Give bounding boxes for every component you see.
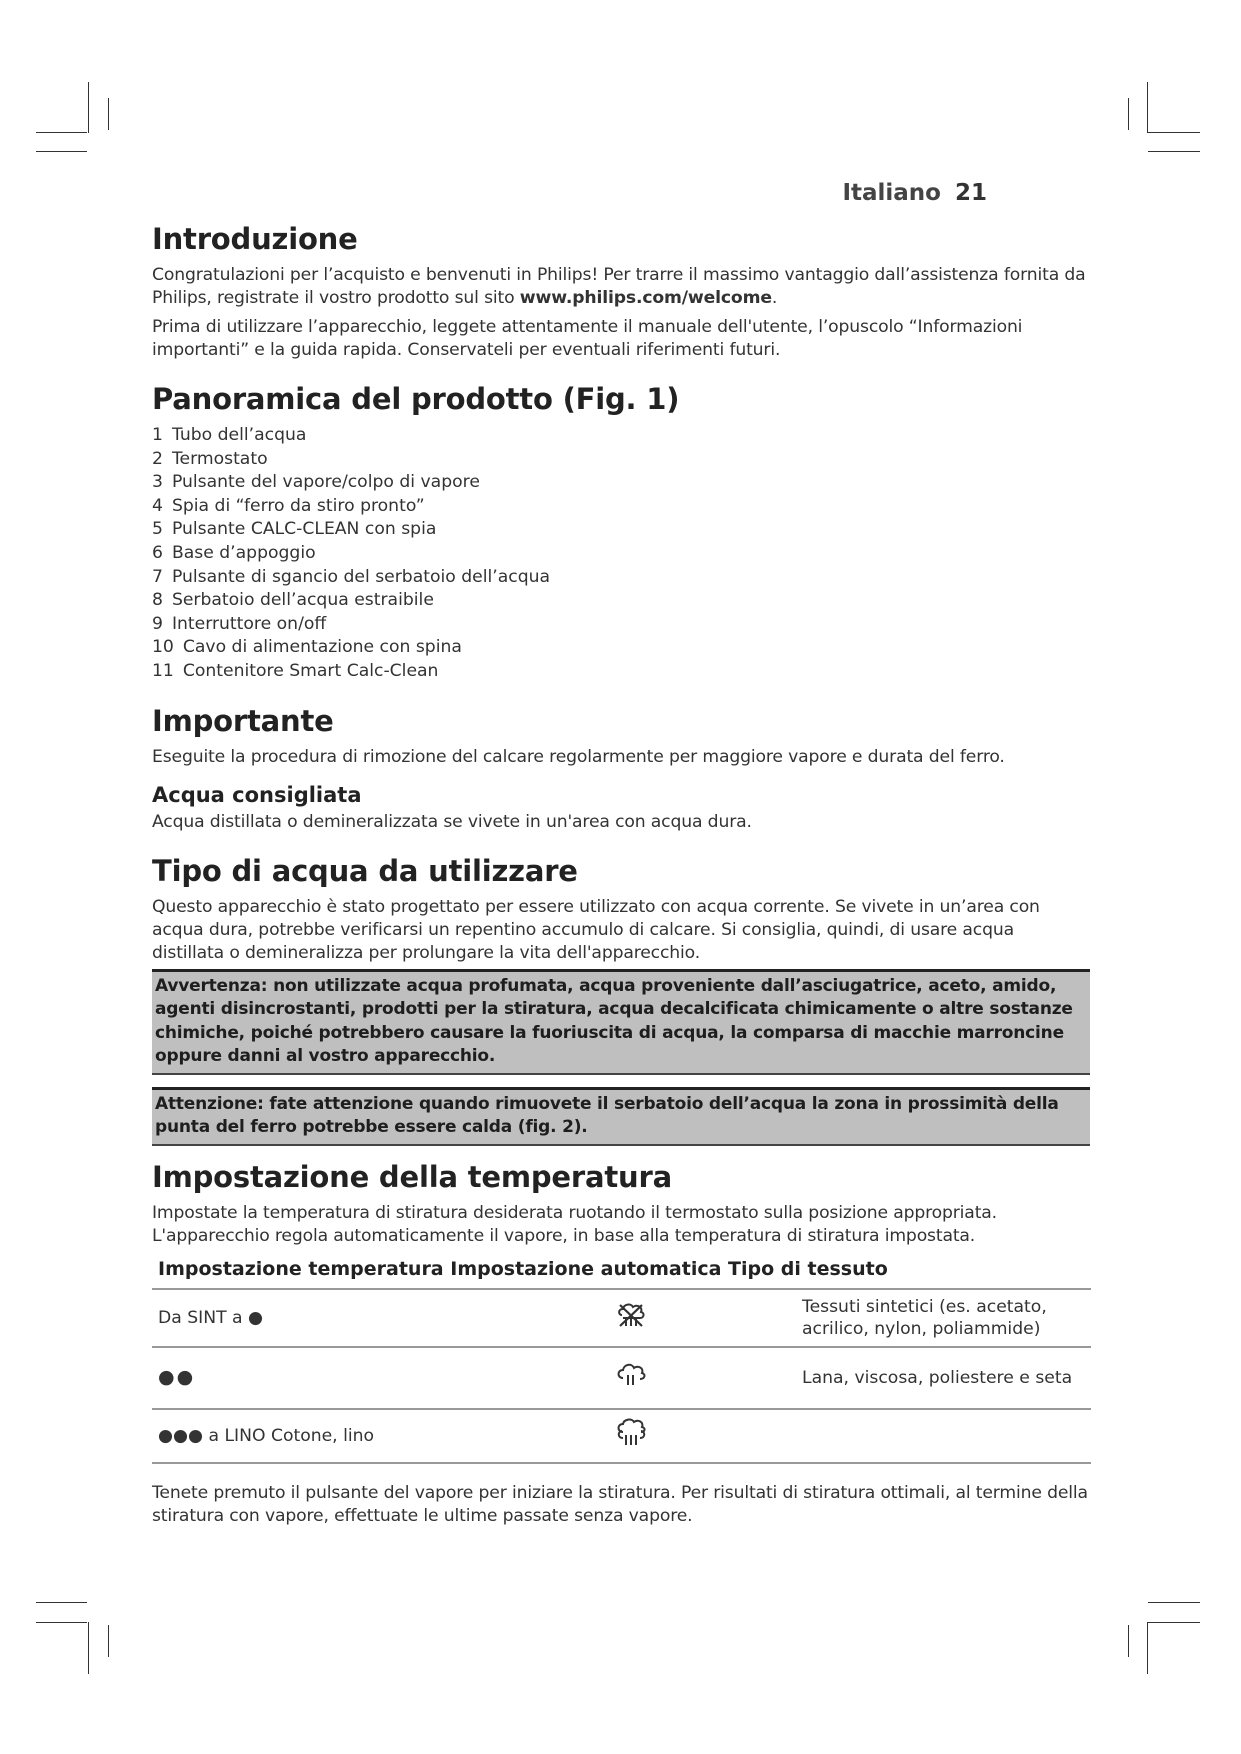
caution-box: Attenzione: fate attenzione quando rimuovete il serbatoio dell’acqua la zona in prossimità della punta del ferro potrebbe essere calda (fig. 2). <box>152 1087 1090 1146</box>
item-number: 5 <box>152 519 163 540</box>
important-text: Eseguite la procedura di rimozione del calcare regolarmente per maggiore vapore e durata del ferro. <box>152 746 1005 767</box>
list-item <box>152 495 1090 519</box>
intro-p1-text: Congratulazioni per l’acquisto e benvenuti in Philips! Per trarre il massimo vantaggio dall’assistenza fornita da Philips, registrate il vostro prodotto sul sito <box>152 265 1086 308</box>
item-label: Interruttore on/off <box>171 613 327 634</box>
water-section <box>152 854 1090 1146</box>
item-label: Cavo di alimentazione con spina <box>182 637 462 658</box>
list-item <box>152 613 1090 637</box>
intro-title: Introduzione <box>152 222 358 256</box>
table-row <box>152 1289 1091 1347</box>
list-item <box>152 542 1090 566</box>
table-row <box>152 1347 1091 1409</box>
item-number: 8 <box>152 590 163 611</box>
temperature-section <box>152 1160 1090 1528</box>
fabric-cell: Lana, viscosa, poliestere e seta <box>796 1347 1091 1409</box>
item-number: 7 <box>152 566 163 587</box>
welcome-link[interactable]: www.philips.com/welcome <box>519 288 772 308</box>
steam-cell <box>608 1289 796 1347</box>
water-text: Questo apparecchio è stato progettato per essere utilizzato con acqua corrente. Se vivete in un’area con acqua dura, potrebbe verificarsi un repentino accumulo di calcare. Si consiglia, quindi, di usare acqua distillata o demineralizza per prolungare la vita dell'apparecchio. <box>152 896 1040 963</box>
warning-box: Avvertenza: non utilizzate acqua profumata, acqua proveniente dall’asciugatrice, aceto, amido, agenti disincrostanti, prodotti per la stiratura, acqua decalcificata chimicamente o altre sostanze chimiche, poiché potrebbero causare la fuoriuscita di acqua, la comparsa di macchie marroncine oppure danni al vostro apparecchio. <box>152 969 1090 1075</box>
item-number: 11 <box>152 660 174 681</box>
content-column <box>152 222 1090 1548</box>
recommended-water-text: Acqua distillata o demineralizzata se vivete in un'area con acqua dura. <box>152 811 752 832</box>
fabric-cell <box>796 1409 1091 1463</box>
overview-list <box>152 424 1090 684</box>
item-label: Base d’appoggio <box>171 542 316 563</box>
item-number: 6 <box>152 542 163 563</box>
page-number: 21 <box>954 180 987 206</box>
list-item <box>152 589 1090 613</box>
temperature-table <box>152 1254 1091 1464</box>
list-item <box>152 471 1090 495</box>
steam-cell <box>608 1347 796 1409</box>
intro-paragraph-2: Prima di utilizzare l’apparecchio, leggete attentamente il manuale dell'utente, l’opuscolo “Informazioni importanti” e la guida rapida. Conservateli per eventuali riferimenti futuri. <box>152 317 1023 360</box>
setting-cell <box>152 1347 608 1409</box>
item-label: Spia di “ferro da stiro pronto” <box>171 495 425 516</box>
setting-cell: ●●● a LINO Cotone, lino <box>152 1409 608 1463</box>
item-number: 4 <box>152 495 163 516</box>
temperature-text: Impostate la temperatura di stiratura desiderata ruotando il termostato sulla posizione appropriata. L'apparecchio regola automaticamente il vapore, in base alla temperatura di stiratura impostata. <box>152 1202 997 1246</box>
intro-paragraph-1 <box>152 264 1090 310</box>
temperature-title: Impostazione della temperatura <box>152 1159 672 1194</box>
important-title: Importante <box>152 703 334 738</box>
item-number: 1 <box>152 425 163 445</box>
list-item <box>152 518 1090 542</box>
item-label: Pulsante di sgancio del serbatoio dell’acqua <box>171 566 551 587</box>
item-number: 2 <box>152 448 163 469</box>
intro-p1-end: . <box>771 288 778 308</box>
important-section <box>152 704 1090 834</box>
setting-cell: Da SINT a ● <box>152 1289 608 1347</box>
steam-cell <box>608 1409 796 1463</box>
page-header <box>842 180 987 206</box>
item-label: Termostato <box>171 448 268 469</box>
item-number: 3 <box>152 472 163 493</box>
item-number: 10 <box>152 637 174 658</box>
temperature-footer: Tenete premuto il pulsante del vapore per iniziare la stiratura. Per risultati di stiratura ottimali, al termine della stiratura con vapore, effettuate le ultime passate senza vapore. <box>152 1482 1088 1526</box>
water-title: Tipo di acqua da utilizzare <box>152 853 578 888</box>
list-item <box>152 566 1090 590</box>
table-header: Impostazione temperatura Impostazione automatica Tipo di tessuto <box>152 1254 1091 1289</box>
item-label: Pulsante del vapore/colpo di vapore <box>171 472 480 493</box>
item-label: Tubo dell’acqua <box>171 425 307 445</box>
setting-dots: ●● <box>158 1366 196 1389</box>
item-label: Contenitore Smart Calc-Clean <box>182 660 439 681</box>
table-header-row <box>152 1254 1091 1289</box>
list-item <box>152 448 1090 472</box>
no-steam-icon <box>614 1314 648 1334</box>
list-item <box>152 636 1090 660</box>
overview-title: Panoramica del prodotto (Fig. 1) <box>152 382 680 416</box>
item-number: 9 <box>152 613 163 634</box>
recommended-water-title: Acqua consigliata <box>152 782 362 807</box>
table-row <box>152 1409 1091 1463</box>
fabric-cell: Tessuti sintetici (es. acetato, acrilico, nylon, poliammide) <box>796 1289 1091 1347</box>
intro-section <box>152 222 1090 362</box>
low-steam-icon <box>614 1374 648 1394</box>
list-item <box>152 660 1090 684</box>
overview-section <box>152 382 1090 684</box>
list-item <box>152 424 1090 448</box>
header-language: Italiano <box>842 180 941 206</box>
high-steam-icon <box>614 1433 648 1453</box>
item-label: Serbatoio dell’acqua estraibile <box>171 590 434 611</box>
item-label: Pulsante CALC-CLEAN con spia <box>171 519 437 540</box>
